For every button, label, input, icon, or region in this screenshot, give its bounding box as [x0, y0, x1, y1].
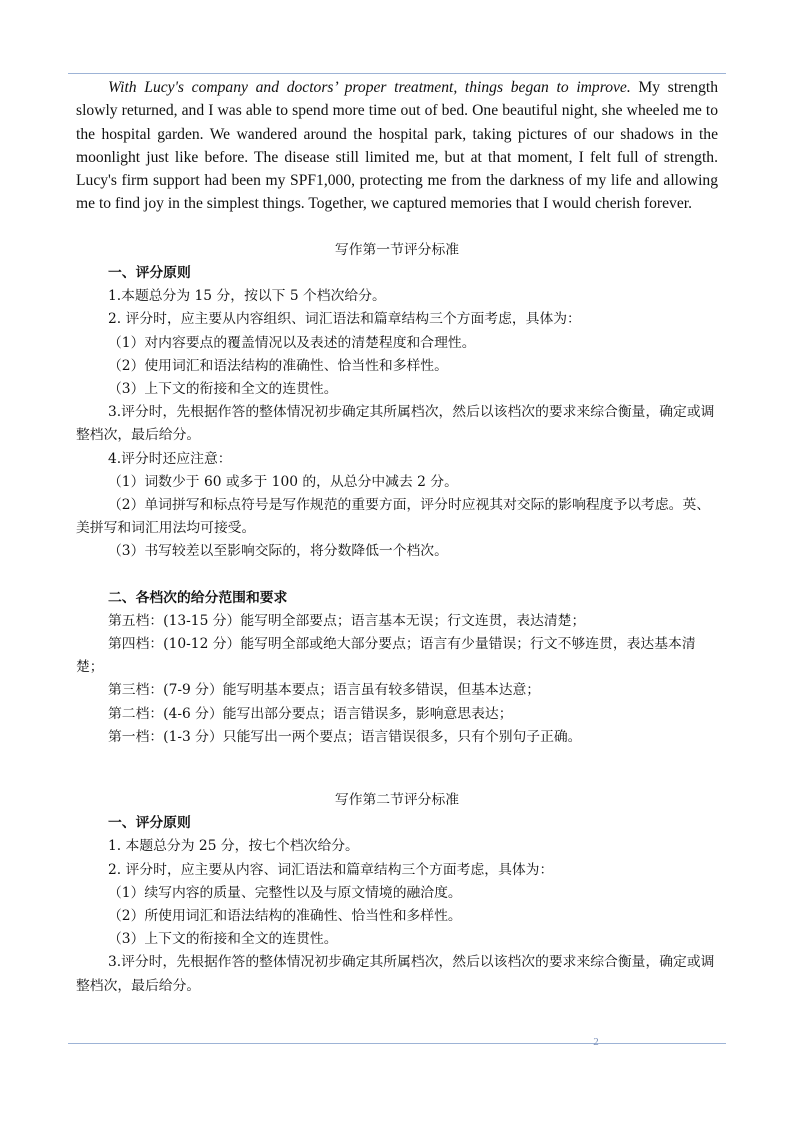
- header-rule: [68, 73, 726, 74]
- story-paragraph: [76, 76, 718, 216]
- section1-p1: 1.本题总分为 15 分，按以下 5 个档次给分。: [108, 288, 386, 305]
- section1-p4: 4.评分时还应注意：: [108, 450, 232, 467]
- section1-level1: 第一档：(1-3 分）只能写出一两个要点；语言错误很多，只有个别句子正确。: [108, 728, 582, 745]
- section2-principles-heading: 一、评分原则: [108, 815, 191, 832]
- section2-title: 写作第二节评分标准: [334, 792, 460, 809]
- section2-p2-2: （2）所使用词汇和语法结构的准确性、恰当性和多样性。: [108, 908, 462, 925]
- section2-p3: 3.评分时，先根据作答的整体情况初步确定其所属档次，然后以该档次的要求来综合衡量，确定或调整档次，最后给分。: [76, 954, 715, 994]
- section2-p2-1: （1）续写内容的质量、完整性以及与原文情境的融洽度。: [108, 884, 462, 901]
- story-body: My strength slowly returned, and I was able to spend more time out of bed. One beautiful night, she wheeled me to the hospital garden. We wandered around the hospital park, taking pictures of our shadows in the moonlight just like before. The disease still limited me, but at that moment, I felt full of strength. Lucy's firm support had been my SPF1,000, protecting me from the darkness of my life and allowing me to find joy in the simplest things. Together, we captured memories that I would cherish forever.: [76, 79, 719, 213]
- section2-p1: 1. 本题总分为 25 分，按七个档次给分。: [108, 838, 359, 855]
- section2-p2-3: （3）上下文的衔接和全文的连贯性。: [108, 931, 338, 948]
- story-italic-lead: With Lucy's company and doctors’ proper treatment, things began to improve.: [108, 79, 631, 96]
- footer-rule: [68, 1043, 726, 1044]
- section1-p4-3: （3）书写较差以至影响交际的，将分数降低一个档次。: [108, 543, 448, 560]
- section1-p4-2: （2）单词拼写和标点符号是写作规范的重要方面，评分时应视其对交际的影响程度予以考虑。英、美拼写和词汇用法均可接受。: [76, 497, 711, 537]
- section1-p2-3: （3）上下文的衔接和全文的连贯性。: [108, 381, 338, 397]
- section1-p4-1: （1）词数少于 60 或多于 100 的，从总分中减去 2 分。: [108, 473, 458, 490]
- section1-principles-heading: 一、评分原则: [108, 264, 191, 281]
- section1-level2: 第二档：(4-6 分）能写出部分要点；语言错误多，影响意思表达；: [108, 705, 513, 722]
- section1-p2-1: （1）对内容要点的覆盖情况以及表述的清楚程度和合理性。: [108, 334, 476, 351]
- section1-p3: 3.评分时，先根据作答的整体情况初步确定其所属档次，然后以该档次的要求来综合衡量，确定或调整档次，最后给分。: [76, 404, 715, 444]
- section1-p2: 2. 评分时，应主要从内容组织、词汇语法和篇章结构三个方面考虑，具体为：: [108, 311, 581, 328]
- section1-level3: 第三档：(7-9 分）能写明基本要点；语言虽有较多错误，但基本达意；: [108, 682, 541, 699]
- section1-level4: 第四档：(10-12 分）能写明全部或绝大部分要点；语言有少量错误；行文不够连贯，表达基本清楚；: [76, 636, 696, 676]
- section1-level5: 第五档：(13-15 分）能写明全部要点；语言基本无误；行文连贯，表达清楚；: [108, 612, 586, 629]
- page-number: 2: [593, 1036, 599, 1048]
- section1-p2-2: （2）使用词汇和语法结构的准确性、恰当性和多样性。: [108, 357, 448, 374]
- section1-levels-heading: 二、各档次的给分范围和要求: [108, 589, 288, 606]
- page-content: [76, 76, 718, 998]
- section2-p2: 2. 评分时，应主要从内容、词汇语法和篇章结构三个方面考虑，具体为：: [108, 861, 554, 878]
- section1-title: 写作第一节评分标准: [334, 241, 460, 258]
